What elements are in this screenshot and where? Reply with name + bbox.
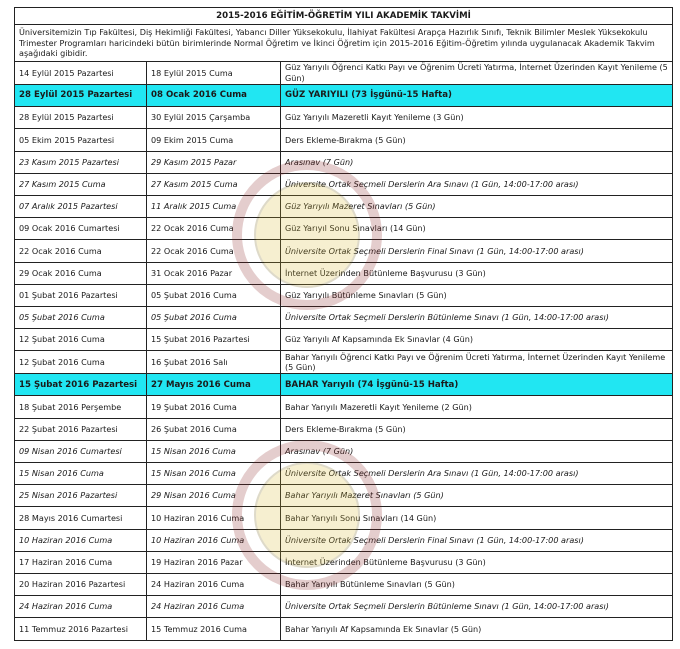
highlighted-row-spring-semester [15,374,673,396]
table-row [15,485,673,507]
table-row [15,596,673,618]
end-date-cell: 08 Ocak 2016 Cuma [147,85,281,107]
end-date-cell: 05 Şubat 2016 Cuma [147,284,281,306]
event-cell: Bahar Yarıyılı Bütünleme Sınavları (5 Gün) [281,573,673,595]
academic-calendar-table [14,7,673,641]
event-cell: Güz Yarıyılı Mazeret Sınavları (5 Gün) [281,195,673,217]
start-date-cell: 14 Eylül 2015 Pazartesi [15,62,147,85]
end-date-cell: 24 Haziran 2016 Cuma [147,573,281,595]
start-date-cell: 22 Ocak 2016 Cuma [15,240,147,262]
table-row [15,240,673,262]
table-row [15,463,673,485]
start-date-cell: 07 Aralık 2015 Pazartesi [15,195,147,217]
end-date-cell: 22 Ocak 2016 Cuma [147,240,281,262]
event-cell: Üniversite Ortak Seçmeli Derslerin Final Sınavı (1 Gün, 14:00-17:00 arası) [281,240,673,262]
end-date-cell: 10 Haziran 2016 Cuma [147,529,281,551]
end-date-cell: 29 Kasım 2015 Pazar [147,151,281,173]
end-date-cell: 15 Şubat 2016 Pazartesi [147,329,281,351]
end-date-cell: 19 Şubat 2016 Cuma [147,396,281,418]
table-row [15,618,673,640]
event-cell: Bahar Yarıyılı Mazeretli Kayıt Yenileme (2 Gün) [281,396,673,418]
calendar-title: 2015-2016 EĞİTİM-ÖĞRETİM YILI AKADEMİK TAKVİMİ [15,8,673,25]
end-date-cell: 09 Ekim 2015 Cuma [147,129,281,151]
start-date-cell: 11 Temmuz 2016 Pazartesi [15,618,147,640]
start-date-cell: 05 Ekim 2015 Pazartesi [15,129,147,151]
start-date-cell: 12 Şubat 2016 Cuma [15,351,147,374]
event-cell: Bahar Yarıyılı Af Kapsamında Ek Sınavlar (5 Gün) [281,618,673,640]
start-date-cell: 09 Ocak 2016 Cumartesi [15,218,147,240]
event-cell: Üniversite Ortak Seçmeli Derslerin Bütünleme Sınavı (1 Gün, 14:00-17:00 arası) [281,596,673,618]
event-cell: Güz Yarıyılı Mazeretli Kayıt Yenileme (3 Gün) [281,107,673,129]
highlighted-row-fall-semester [15,85,673,107]
end-date-cell: 31 Ocak 2016 Pazar [147,262,281,284]
table-row [15,195,673,217]
table-row [15,329,673,351]
title-row [15,8,673,25]
event-cell: Ders Ekleme-Bırakma (5 Gün) [281,129,673,151]
table-row [15,507,673,529]
end-date-cell: 15 Nisan 2016 Cuma [147,463,281,485]
start-date-cell: 22 Şubat 2016 Pazartesi [15,418,147,440]
event-cell: Arasınav (7 Gün) [281,440,673,462]
end-date-cell: 22 Ocak 2016 Cuma [147,218,281,240]
event-cell: Üniversite Ortak Seçmeli Derslerin Final Sınavı (1 Gün, 14:00-17:00 arası) [281,529,673,551]
table-row [15,151,673,173]
table-row [15,351,673,374]
end-date-cell: 19 Haziran 2016 Pazar [147,551,281,573]
start-date-cell: 25 Nisan 2016 Pazartesi [15,485,147,507]
event-cell: Güz Yarıyılı Öğrenci Katkı Payı ve Öğrenim Ücreti Yatırma, İnternet Üzerinden Kayıt Yenileme (5 Gün) [281,62,673,85]
start-date-cell: 15 Şubat 2016 Pazartesi [15,374,147,396]
table-row [15,218,673,240]
start-date-cell: 24 Haziran 2016 Cuma [15,596,147,618]
end-date-cell: 26 Şubat 2016 Cuma [147,418,281,440]
event-cell: Bahar Yarıyılı Mazeret Sınavları (5 Gün) [281,485,673,507]
event-cell: BAHAR Yarıyılı (74 İşgünü-15 Hafta) [281,374,673,396]
table-row [15,107,673,129]
end-date-cell: 16 Şubat 2016 Salı [147,351,281,374]
table-row [15,173,673,195]
table-row [15,62,673,85]
table-row [15,573,673,595]
event-cell: İnternet Üzerinden Bütünleme Başvurusu (3 Gün) [281,262,673,284]
event-cell: Ders Ekleme-Bırakma (5 Gün) [281,418,673,440]
event-cell: Üniversite Ortak Seçmeli Derslerin Ara Sınavı (1 Gün, 14:00-17:00 arası) [281,173,673,195]
start-date-cell: 27 Kasım 2015 Cuma [15,173,147,195]
end-date-cell: 15 Temmuz 2016 Cuma [147,618,281,640]
end-date-cell: 15 Nisan 2016 Cuma [147,440,281,462]
start-date-cell: 28 Eylül 2015 Pazartesi [15,107,147,129]
table-row [15,396,673,418]
event-cell: Bahar Yarıyılı Sonu Sınavları (14 Gün) [281,507,673,529]
event-cell: Bahar Yarıyılı Öğrenci Katkı Payı ve Öğrenim Ücreti Yatırma, İnternet Üzerinden Kayıt Yenileme (5 Gün) [281,351,673,374]
table-row [15,262,673,284]
end-date-cell: 18 Eylül 2015 Cuma [147,62,281,85]
end-date-cell: 10 Haziran 2016 Cuma [147,507,281,529]
table-row [15,129,673,151]
start-date-cell: 05 Şubat 2016 Cuma [15,306,147,328]
event-cell: Arasınav (7 Gün) [281,151,673,173]
table-row [15,551,673,573]
start-date-cell: 15 Nisan 2016 Cuma [15,463,147,485]
end-date-cell: 05 Şubat 2016 Cuma [147,306,281,328]
start-date-cell: 23 Kasım 2015 Pazartesi [15,151,147,173]
start-date-cell: 18 Şubat 2016 Perşembe [15,396,147,418]
academic-calendar-document [14,7,672,641]
event-cell: Güz Yarıyıl Sonu Sınavları (14 Gün) [281,218,673,240]
start-date-cell: 28 Mayıs 2016 Cumartesi [15,507,147,529]
end-date-cell: 27 Kasım 2015 Cuma [147,173,281,195]
end-date-cell: 29 Nisan 2016 Cuma [147,485,281,507]
start-date-cell: 12 Şubat 2016 Cuma [15,329,147,351]
start-date-cell: 01 Şubat 2016 Pazartesi [15,284,147,306]
table-row [15,284,673,306]
event-cell: Üniversite Ortak Seçmeli Derslerin Bütünleme Sınavı (1 Gün, 14:00-17:00 arası) [281,306,673,328]
event-cell: GÜZ YARIYILI (73 İşgünü-15 Hafta) [281,85,673,107]
start-date-cell: 28 Eylül 2015 Pazartesi [15,85,147,107]
table-row [15,440,673,462]
table-row [15,529,673,551]
intro-text: Üniversitemizin Tıp Fakültesi, Diş Hekimliği Fakültesi, Yabancı Diller Yüksekokulu, İlahiyat Fakültesi Arapça Hazırlık Sınıfı, Teknik Bilimler Meslek Yüksekokulu Trimester Programları haricindeki bütün birimlerinde Normal Öğretim ve İkinci Öğretim için 2015-2016 Eğitim-Öğretim yılında uygulanacak Akademik Takvim aşağıdaki gibidir. [15,25,673,62]
event-cell: Güz Yarıyılı Bütünleme Sınavları (5 Gün) [281,284,673,306]
start-date-cell: 29 Ocak 2016 Cuma [15,262,147,284]
end-date-cell: 24 Haziran 2016 Cuma [147,596,281,618]
table-row [15,418,673,440]
end-date-cell: 11 Aralık 2015 Cuma [147,195,281,217]
start-date-cell: 17 Haziran 2016 Cuma [15,551,147,573]
table-row [15,306,673,328]
intro-row [15,25,673,62]
end-date-cell: 30 Eylül 2015 Çarşamba [147,107,281,129]
start-date-cell: 20 Haziran 2016 Pazartesi [15,573,147,595]
end-date-cell: 27 Mayıs 2016 Cuma [147,374,281,396]
start-date-cell: 10 Haziran 2016 Cuma [15,529,147,551]
event-cell: İnternet Üzerinden Bütünleme Başvurusu (3 Gün) [281,551,673,573]
start-date-cell: 09 Nisan 2016 Cumartesi [15,440,147,462]
event-cell: Güz Yarıyılı Af Kapsamında Ek Sınavlar (4 Gün) [281,329,673,351]
event-cell: Üniversite Ortak Seçmeli Derslerin Ara Sınavı (1 Gün, 14:00-17:00 arası) [281,463,673,485]
